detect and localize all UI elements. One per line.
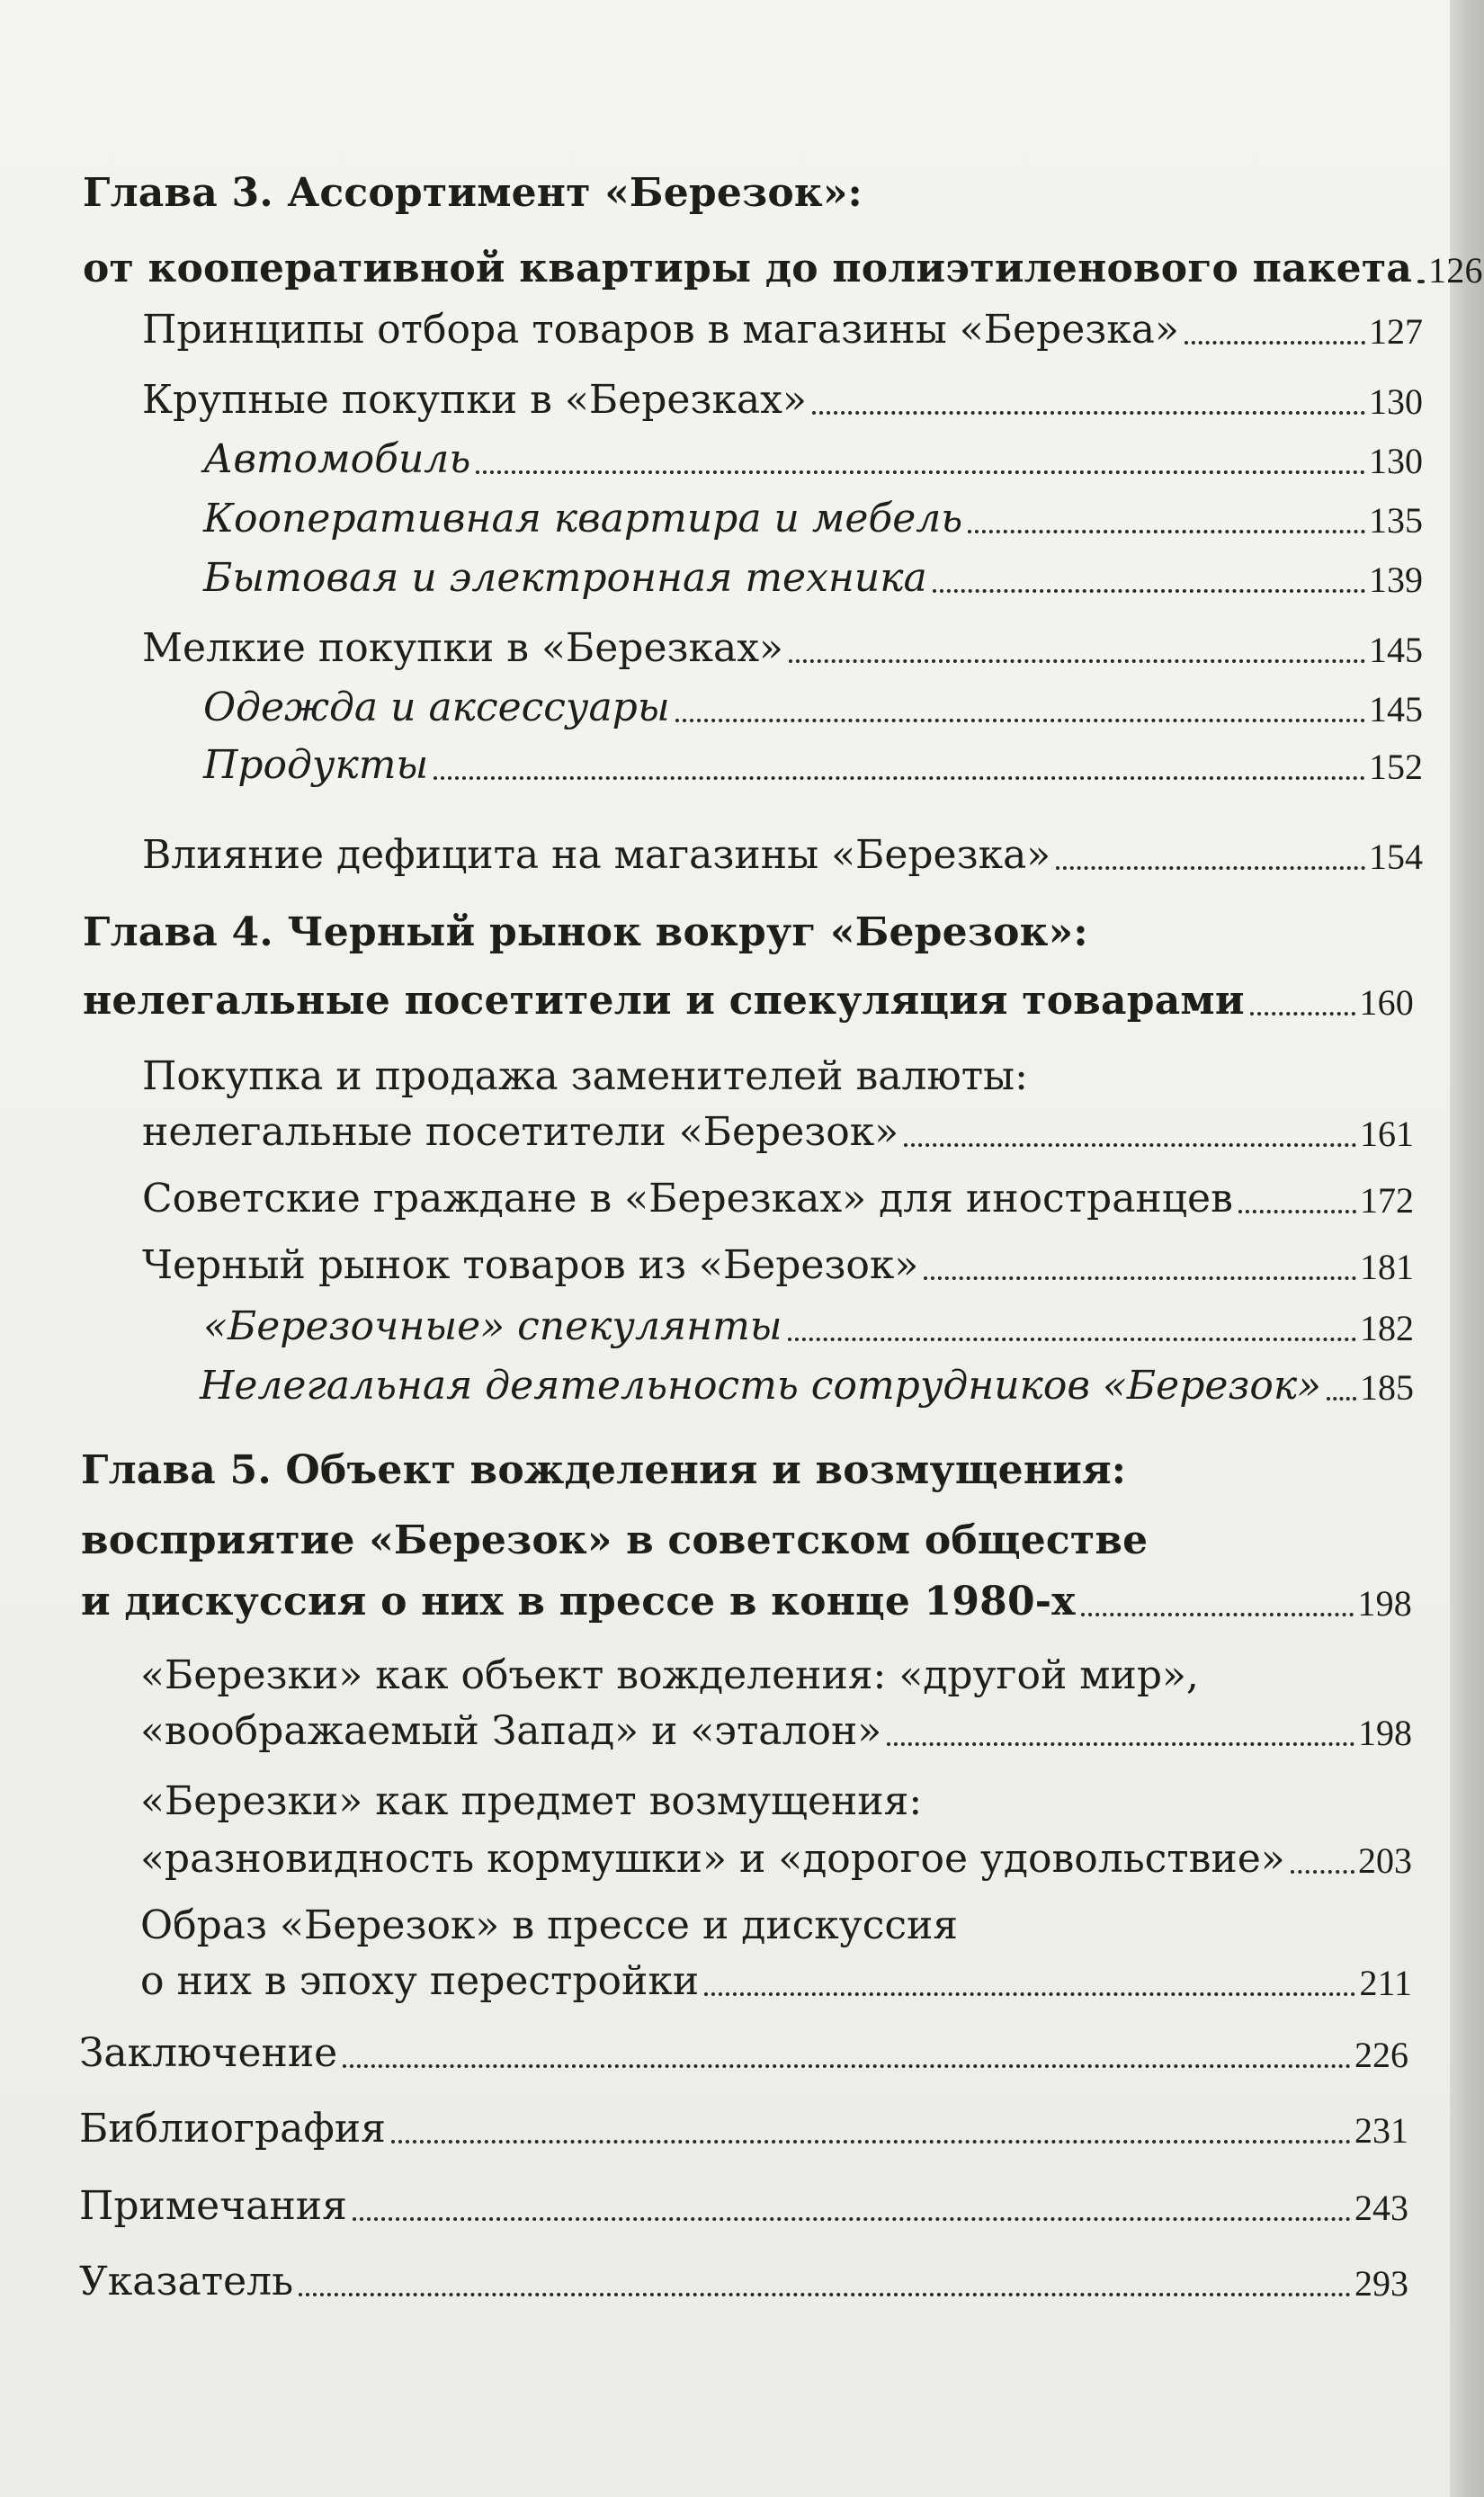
entry-page-number: 198 [1358, 1713, 1412, 1753]
entry-page-number: 293 [1354, 2263, 1408, 2304]
dot-leader [789, 659, 1365, 663]
chapter-3-title-text-2: от кооперативной квартиры до полиэтиленового пакета [83, 245, 1413, 291]
entry-title-line-1: Покупка и продажа заменителей валюты: [142, 1052, 1028, 1099]
chapter-5-title-text-3: и дискуссия о них в прессе в конце 1980-х [81, 1578, 1076, 1624]
chapter-3-title-line-2[interactable] [83, 236, 1483, 291]
entry-title: Одежда и аксессуары [203, 684, 670, 730]
entry-page-number: 185 [1360, 1367, 1414, 1408]
chapter-3-title-line-1 [83, 160, 1414, 214]
entry-title: Мелкие покупки в «Березках» [142, 624, 783, 671]
entry-title: Продукты [203, 741, 429, 788]
dot-leader [1250, 1012, 1356, 1016]
entry-page-number: 154 [1369, 837, 1423, 877]
toc-entry-ch3-sec3[interactable] [142, 615, 1423, 669]
entry-title-line-2: нелегальные посетители «Березок» [142, 1108, 899, 1155]
chapter-3-title-text-1: Глава 3. Ассортимент «Березок»: [83, 169, 863, 216]
dot-leader [933, 589, 1365, 593]
entry-title: «Березочные» спекулянты [203, 1302, 782, 1349]
entry-title-line-2: о них в эпоху перестройки [140, 1957, 700, 2004]
toc-entry-ch5-sec1-line-1 [140, 1642, 1412, 1696]
dot-leader [924, 1276, 1356, 1280]
dot-leader [704, 1992, 1355, 1996]
chapter-4-title-text-1: Глава 4. Черный рынок вокруг «Березок»: [83, 908, 1088, 955]
entry-page-number: 226 [1354, 2035, 1408, 2075]
entry-page-number: 127 [1369, 311, 1423, 352]
dot-leader [968, 530, 1365, 533]
entry-title: Примечания [79, 2182, 347, 2229]
chapter-3-page-number: 126 [1428, 250, 1483, 291]
toc-entry-ch4-sec1[interactable] [142, 1099, 1414, 1153]
chapter-5-title-text-1: Глава 5. Объект вожделения и возмущения: [81, 1446, 1127, 1493]
entry-page-number: 172 [1360, 1180, 1414, 1221]
toc-entry-ch3-sec3-sub1[interactable] [203, 675, 1423, 729]
entry-page-number: 130 [1369, 381, 1423, 422]
dot-leader [391, 2140, 1351, 2143]
toc-entry-ch4-sec1-line-1 [142, 1043, 1414, 1097]
toc-entry-ch5-sec2[interactable] [140, 1826, 1412, 1880]
chapter-5-title-line-2 [81, 1508, 1412, 1562]
entry-title: Советские граждане в «Березках» для иностранцев [142, 1175, 1233, 1222]
entry-page-number: 135 [1369, 500, 1423, 541]
chapter-4-page-number: 160 [1359, 982, 1414, 1023]
entry-page-number: 231 [1354, 2110, 1408, 2151]
entry-title: Кооперативная квартира и мебель [203, 495, 963, 541]
toc-entry-ch5-sec2-line-1 [140, 1768, 1412, 1822]
dot-leader [812, 411, 1365, 415]
toc-entry-ch3-sec1[interactable] [142, 297, 1423, 351]
toc-entry-index[interactable] [79, 2249, 1408, 2303]
page-edge-shadow [1450, 0, 1484, 2497]
dot-leader [1417, 280, 1425, 283]
dot-leader [1327, 1397, 1356, 1401]
entry-page-number: 243 [1354, 2188, 1408, 2228]
entry-title-line-1: «Березки» как предмет возмущения: [140, 1777, 923, 1824]
entry-title: Заключение [79, 2029, 338, 2076]
dot-leader [904, 1143, 1356, 1147]
chapter-5-title-line-3[interactable] [81, 1569, 1412, 1623]
dot-leader [887, 1742, 1354, 1746]
toc-entry-ch3-sec2-sub1[interactable] [203, 426, 1423, 480]
entry-title: Черный рынок товаров из «Березок» [142, 1241, 919, 1288]
entry-title: Бытовая и электронная техника [203, 554, 927, 601]
entry-title-line-2: «воображаемый Запад» и «эталон» [140, 1707, 882, 1754]
entry-title-line-1: «Березки» как объект вожделения: «другой мир», [140, 1651, 1199, 1698]
chapter-5-title-line-1 [81, 1437, 1412, 1491]
entry-page-number: 130 [1369, 441, 1423, 481]
chapter-5-title-text-2: восприятие «Березок» в советском обществе [81, 1517, 1149, 1563]
toc-entry-ch4-sec3[interactable] [142, 1232, 1414, 1286]
entry-page-number: 181 [1360, 1247, 1414, 1287]
chapter-4-title-line-2[interactable] [83, 968, 1414, 1022]
entry-page-number: 182 [1360, 1308, 1414, 1348]
entry-page-number: 211 [1359, 1963, 1412, 2003]
entry-title: Указатель [79, 2258, 294, 2305]
entry-title: Нелегальная деятельность сотрудников «Березок» [200, 1362, 1322, 1409]
dot-leader [476, 470, 1365, 474]
entry-title: Принципы отбора товаров в магазины «Березка» [142, 306, 1179, 353]
toc-entry-ch5-sec3-line-1 [140, 1893, 1412, 1947]
dot-leader [299, 2293, 1351, 2296]
entry-title-line-2: «разновидность кормушки» и «дорогое удовольствие» [140, 1835, 1285, 1882]
dot-leader [788, 1338, 1356, 1341]
toc-entry-ch3-sec2[interactable] [142, 367, 1423, 421]
toc-entry-ch3-sec2-sub3[interactable] [203, 545, 1423, 599]
entry-page-number: 203 [1358, 1840, 1412, 1881]
toc-entry-ch5-sec1[interactable] [140, 1698, 1412, 1752]
toc-entry-bibliography[interactable] [79, 2096, 1408, 2150]
entry-title: Влияние дефицита на магазины «Березка» [142, 831, 1051, 878]
toc-entry-ch4-sec3-sub2[interactable] [200, 1353, 1414, 1407]
toc-entry-ch5-sec3[interactable] [140, 1948, 1412, 2002]
toc-entry-conclusion[interactable] [79, 2020, 1408, 2074]
entry-page-number: 145 [1369, 630, 1423, 670]
entry-title-line-1: Образ «Березок» в прессе и дискуссия [140, 1902, 959, 1948]
entry-title: Библиография [79, 2105, 386, 2152]
entry-page-number: 152 [1369, 747, 1423, 787]
dot-leader [675, 719, 1365, 722]
dot-leader [1081, 1613, 1354, 1616]
chapter-4-title-line-1 [83, 899, 1414, 953]
entry-page-number: 145 [1369, 689, 1423, 729]
entry-title: Крупные покупки в «Березках» [142, 376, 807, 423]
dot-leader [1185, 341, 1365, 345]
toc-entry-ch3-sec2-sub2[interactable] [203, 486, 1423, 540]
chapter-5-page-number: 198 [1357, 1583, 1412, 1624]
dot-leader [353, 2217, 1351, 2221]
toc-entry-notes[interactable] [79, 2173, 1408, 2227]
toc-entry-ch3-sec4[interactable] [142, 822, 1423, 876]
toc-entry-ch4-sec3-sub1[interactable] [203, 1293, 1414, 1347]
entry-title: Автомобиль [203, 435, 471, 482]
dot-leader [1238, 1210, 1356, 1213]
dot-leader [1056, 866, 1365, 870]
toc-entry-ch4-sec2[interactable] [142, 1166, 1414, 1220]
dot-leader [1291, 1870, 1354, 1874]
dot-leader [434, 776, 1365, 780]
toc-entry-ch3-sec3-sub2[interactable] [203, 732, 1423, 786]
dot-leader [343, 2064, 1351, 2068]
entry-page-number: 139 [1369, 559, 1423, 600]
chapter-4-title-text-2: нелегальные посетители и спекуляция товарами [83, 977, 1245, 1024]
entry-page-number: 161 [1360, 1114, 1414, 1154]
